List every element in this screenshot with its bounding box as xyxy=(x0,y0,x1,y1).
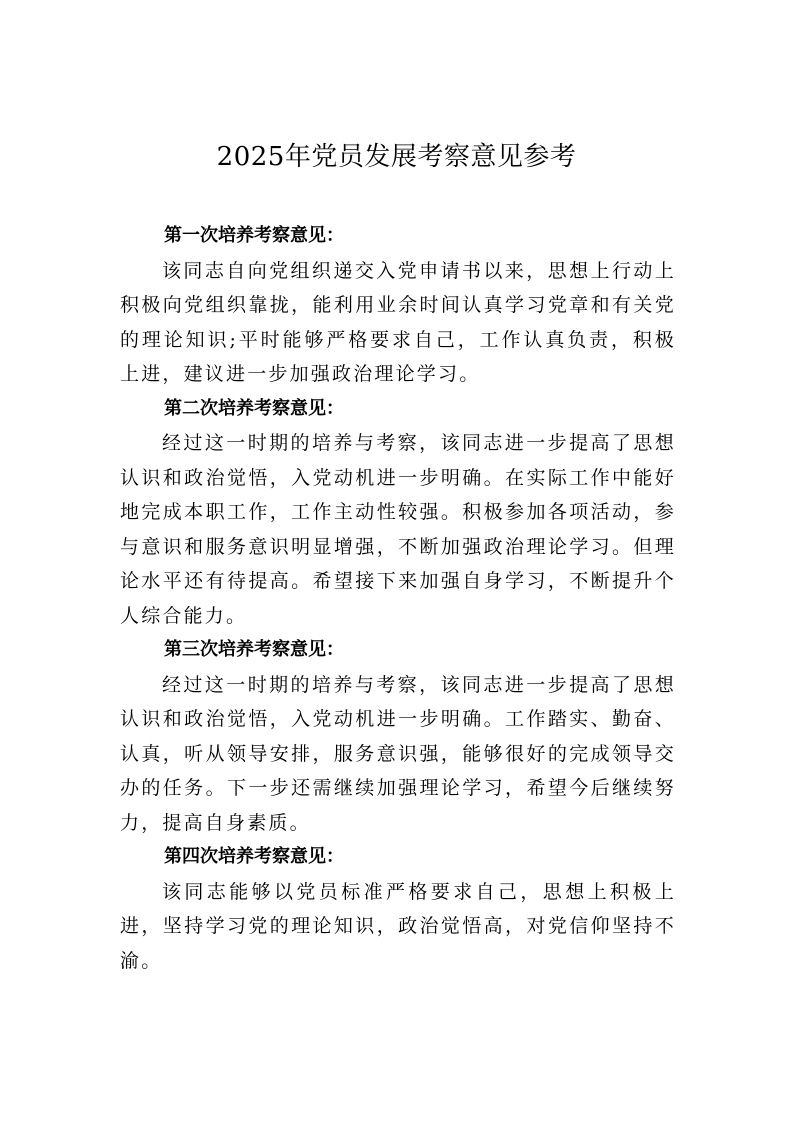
section-text-3: 经过这一时期的培养与考察，该同志进一步提高了思想认识和政治觉悟，入党动机进一步明确。工作踏实、勤奋、认真，听从领导安排，服务意识强，能够很好的完成领导交办的任务。下一步还需继续加强理论学习，希望今后继续努力，提高自身素质。 xyxy=(120,673,676,834)
document-title: 2025年党员发展考察意见参考 xyxy=(216,142,577,172)
section-heading-3: 第三次培养考察意见： xyxy=(164,639,344,660)
section-heading-4: 第四次培养考察意见： xyxy=(164,846,344,867)
document-body xyxy=(120,219,676,978)
section-heading-1: 第一次培养考察意见： xyxy=(164,225,344,246)
section-text-1: 该同志自向党组织递交入党申请书以来，思想上行动上积极向党组织靠拢，能利用业余时间认真学习党章和有关党的理论知识;平时能够严格要求自己，工作认真负责，积极上进，建议进一步加强政治理论学习。 xyxy=(120,259,676,385)
section-heading-2: 第二次培养考察意见： xyxy=(164,397,344,419)
section-text-2: 经过这一时期的培养与考察，该同志进一步提高了思想认识和政治觉悟，入党动机进一步明确。在实际工作中能好地完成本职工作，工作主动性较强。积极参加各项活动，参与意识和服务意识明显增强，不断加强政治理论学习。但理论水平还有待提高。希望接下来加强自身学习，不断提升个人综合能力。 xyxy=(120,432,676,627)
section-text-4: 该同志能够以党员标准严格要求自己，思想上积极上进，坚持学习党的理论知识，政治觉悟高，对党信仰坚持不渝。 xyxy=(120,880,676,972)
